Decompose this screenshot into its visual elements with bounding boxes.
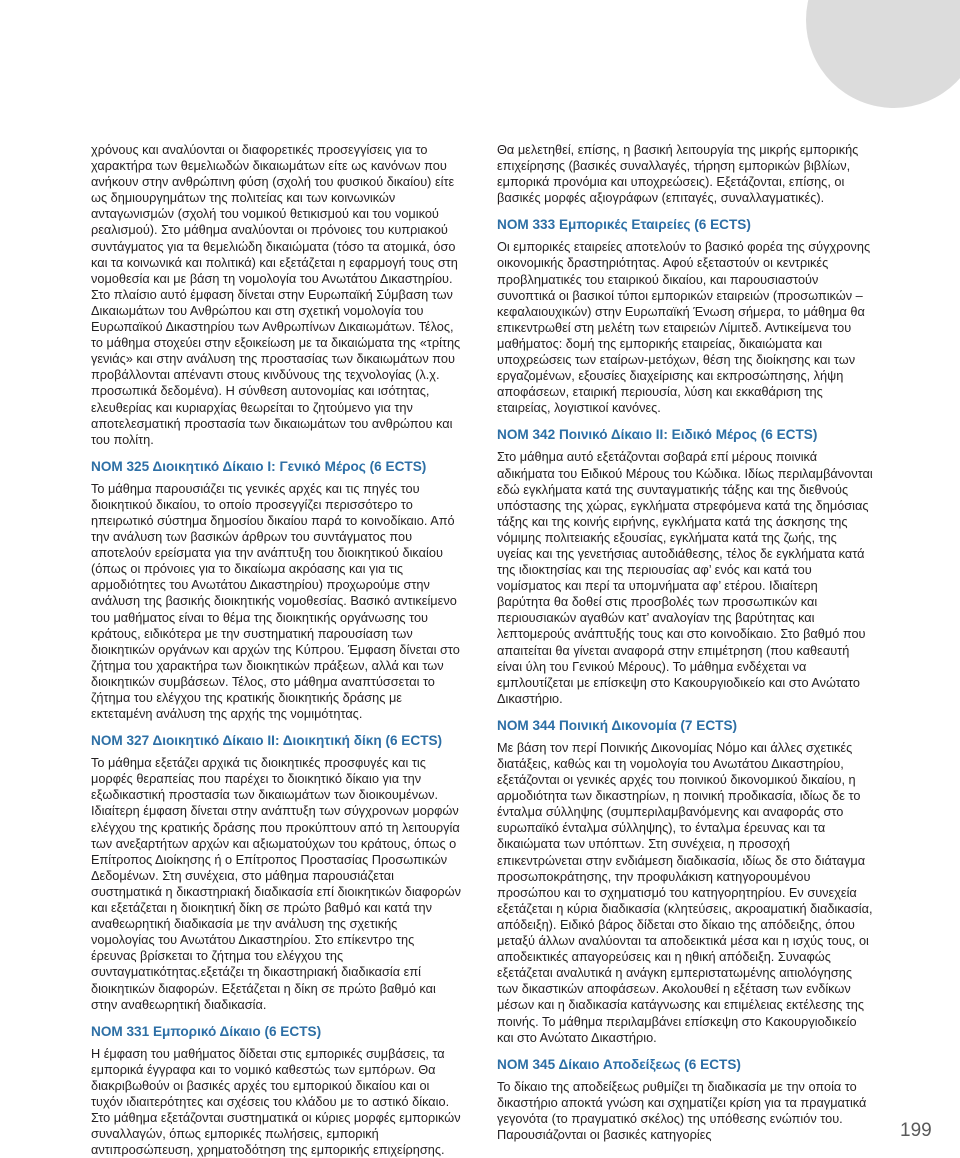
heading-nom-331: ΝΟΜ 331 Εμπορικό Δίκαιο (6 ECTS)	[91, 1023, 322, 1039]
heading-nom-327: ΝΟΜ 327 Διοικητικό Δίκαιο ΙΙ: Διοικητική δίκη (6 ECTS)	[91, 733, 443, 749]
heading-nom-333: ΝΟΜ 333 Εμπορικές Εταιρείες (6 ECTS)	[497, 217, 751, 233]
paragraph-nom-342: Στο μάθημα αυτό εξετάζονται σοβαρά επί μέρους ποινικά αδικήματα του Ειδικού Μέρους του Κώδικα. Ιδίως περιλαμβάνονται εδώ εγκλήματα κατά της συνταγματικής τάξης και της διεθνούς υπόστασης της χώρας, εγκλήματα στρεφόμενα κατά της δημόσιας τάξης και της κοινής ειρήνης, εγκλήματα κατά της άσκησης της νόμιμης πολιτειακής εξουσίας, εγκλήματα κατά της ζωής, της υγείας και της γενετήσιας αυτοδιάθεσης, τέλος δε εγκλήματα κατά της ιδιοκτησίας και της περιουσίας αφ’ ενός και κατά του νομίσματος και περί τα υπομνήματα αφ’ ετέρου. Ιδιαίτερη βαρύτητα θα δοθεί στις προσβολές των προσωπικών και περιουσιακών αγαθών κατ’ αναλογίαν της βαρύτητας και λεπτομερούς ανάπτυξής τους και στο κοινοδίκαιο. Στο βαθμό που απαιτείται θα γίνεται αναφορά στην επιμέτρηση (που καθεαυτή είναι ύλη του Γενικού Μέρους). Το μάθημα ενδέχεται να εμπλουτίζεται με επίσκεψη στο Κακουργιοδικείο και στο Ανώτατο Δικαστήριο.	[497, 449, 873, 706]
right-column	[497, 142, 873, 1143]
decorative-circle	[806, 0, 960, 108]
intro-paragraph: χρόνους και αναλύονται οι διαφορετικές προσεγγίσεις για το χαρακτήρα των θεμελιωδών δικαιωμάτων είτε ως κανόνων που ανήκουν στην ανθρώπινη φύση (σχολή του φυσικού δικαίου) είτε ως δημιουργημάτων της πολιτείας και των κοινωνικών ανταγωνισμών (σχολή του νομικού θετικισμού και του νομικού ρεαλισμού). Στο μάθημα αναλύονται οι πρόνοιες του κυπριακού συντάγματος για τα θεμελιώδη δικαιώματα (τόσο τα ατομικά, όσο και τα κοινωνικά και πολιτικά) και εξετάζεται η εφαρμογή τους στη νομοθεσία και με βάση τη νομολογία του Ανωτάτου Δικαστηρίου. Στο πλαίσιο αυτό έμφαση δίνεται στην Ευρωπαϊκή Σύμβαση των Δικαιωμάτων του Ανθρώπου και στη σχετική νομολογία του Ευρωπαϊκού Δικαστηρίου των Ανθρωπίνων Δικαιωμάτων. Τέλος, το μάθημα στοχεύει στην εξοικείωση με τα δικαιώματα της «τρίτης γενιάς» και στην ανάλυση της προστασίας των δικαιωμάτων που προβάλλονται απέναντι στους κινδύνους της τεχνολογίας (λ.χ. προσωπικά δεδομένα). Η σύνθεση αυτονομίας και ισότητας, ελευθερίας και κυριαρχίας θεωρείται το ζητούμενο για την αποτελεσματική προστασία των δικαιωμάτων του ανθρώπου και του πολίτη.	[91, 142, 461, 447]
heading-nom-342: ΝΟΜ 342 Ποινικό Δίκαιο ΙΙ: Ειδικό Μέρος (6 ECTS)	[497, 427, 818, 443]
heading-nom-345: ΝΟΜ 345 Δίκαιο Αποδείξεως (6 ECTS)	[497, 1056, 741, 1072]
heading-nom-325: ΝΟΜ 325 Διοικητικό Δίκαιο Ι: Γενικό Μέρος (6 ECTS)	[91, 458, 427, 474]
paragraph-nom-333: Οι εμπορικές εταιρείες αποτελούν το βασικό φορέα της σύγχρονης οικονομικής δραστηριότητας. Αφού εξεταστούν οι κεντρικές προβληματικές του εταιρικού δικαίου, και παρουσιαστούν συνοπτικά οι βασικοί τύποι εμπορικών εταιρειών (προσωπικών – κεφαλαιουχικών) στην Ευρωπαϊκή Ένωση σήμερα, το μάθημα θα επικεντρωθεί στη μελέτη των εταιρειών Λίμιτεδ. Αντικείμενα του μαθήματος: δομή της εμπορικής εταιρείας, δικαιώματα και υποχρεώσεις των εταίρων-μετόχων, θέση της διοίκησης και των εργαζομένων, εξουσίες διαχείρισης και εκπροσώπησης, λήψη αποφάσεων, εταιρική περιουσία, λύση και εκκαθάριση της εταιρείας, λογιστικοί κανόνες.	[497, 239, 871, 416]
paragraph-nom-345: Το δίκαιο της αποδείξεως ρυθμίζει τη διαδικασία με την οποία το δικαστήριο αποκτά γνώση και σχηματίζει κρίση για τα πραγματικά γεγονότα (το πραγματικό σκέλος) της υπόθεσης ενώπιόν του. Παρουσιάζονται οι βασικές κατηγορίες	[497, 1078, 867, 1142]
paragraph-nom-331: Η έμφαση του μαθήματος δίδεται στις εμπορικές συμβάσεις, τα εμπορικά έγγραφα και το νομικό καθεστώς των εμπόρων. Θα διακριβωθούν οι βασικές αρχές του εμπορικού δικαίου και οι τυχόν ιδιαιτερότητες και σχέσεις του κλάδου με το αστικό δίκαιο. Στο μάθημα εξετάζονται συστηματικά οι κύριες μορφές εμπορικών συναλλαγών, όπως εμπορικές πωλήσεις, εμπορική αντιπροσώπευση, χρηματοδότηση της εμπορικής επιχείρησης.	[91, 1045, 461, 1158]
paragraph-nom-327: Το μάθημα εξετάζει αρχικά τις διοικητικές προσφυγές και τις μορφές θεραπείας που παρέχει το διοικητικό δίκαιο για την εξωδικαστική προστασία των δικαιωμάτων των διοικουμένων. Ιδιαίτερη έμφαση δίνεται στην ανάπτυξη των σύγχρονων μορφών ελέγχου της κρατικής δράσης που προκύπτουν από τη λειτουργία των ανεξαρτήτων αρχών και αξιωματούχων του κράτους, όπως ο Επίτροπος Διοίκησης ή ο Επίτροπος Προστασίας Προσωπικών Δεδομένων. Στη συνέχεια, στο μάθημα παρουσιάζεται συστηματικά η δικαστηριακή διαδικασία επί διοικητικών διαφορών και εξετάζεται η διοικητική δίκη σε πρώτο βαθμό και κατά την αναθεωρητική διαδικασία με την ανάλυση της σχετικής νομολογίας του Ανωτάτου Δικαστηρίου. Στο επίκεντρο της έρευνας βρίσκεται το ζήτημα του ελέγχου της συνταγματικότητας.εξετάζει τη δικαστηριακή διαδικασία επί διοικητικών διαφορών. Εξετάζεται η δίκη σε πρώτο βαθμό και στην αναθεωρητική διαδικασία.	[91, 755, 461, 1012]
heading-nom-344: ΝΟΜ 344 Ποινική Δικονομία (7 ECTS)	[497, 717, 738, 733]
paragraph-nom-344: Με βάση τον περί Ποινικής Δικονομίας Νόμο και άλλες σχετικές διατάξεις, καθώς και τη νομολογία του Ανωτάτου Δικαστηρίου, εξετάζονται οι γενικές αρχές του ποινικού δικονομικού δικαίου, η αρμοδιότητα των δικαστηρίων, η ποινική προδικασία, ιδίως δε το ένταλμα σύλληψης (συμπεριλαμβανόμενης και αναφοράς στο ευρωπαϊκό ένταλμα σύλληψης), το ένταλμα έρευνας και τα δικαιώματα των υπόπτων. Στη συνέχεια, η προσοχή επικεντρώνεται στην ενδιάμεση διαδικασία, ιδίως δε στο διάταγμα προσωποκράτησης, την προφυλάκιση κατηγορουμένου προσώπου και το σχηματισμό του κατηγορητηρίου. Εν συνεχεία εξετάζεται η κύρια διαδικασία (κλητεύσεις, ακροαματική διαδικασία, απόδειξη). Ειδικό βάρος δίδεται στο δίκαιο της απόδειξης, όπου μεταξύ άλλων αναλύονται τα αποδεικτικά μέσα και η ισχύς τους, οι αποδεικτικές απαγορεύσεις και η ηθική απόδειξη. Συναφώς εξετάζεται αναλυτικά η ανάγκη εμπεριστατωμένης αιτιολόγησης των δικαστικών αποφάσεων. Ακολουθεί η εξέταση των ενδίκων μέσων και η διαδικασία κατάγνωσης και επιμέλειας εκτέλεσης της ποινής. Το μάθημα περιλαμβάνει επίσκεψη στο Κακουργιοδικείο και στο Ανώτατο Δικαστήριο.	[497, 739, 873, 1045]
intro-paragraph-right: Θα μελετηθεί, επίσης, η βασική λειτουργία της μικρής εμπορικής επιχείρησης (βασικές συναλλαγές, τήρηση εμπορικών βιβλίων, εμπορικά προνόμια και υποχρεώσεις). Εξετάζονται, επίσης, οι βασικές μορφές αξιογράφων (επιταγές, συναλλαγματικές).	[497, 142, 859, 206]
left-column	[91, 142, 463, 1158]
paragraph-nom-325: Το μάθημα παρουσιάζει τις γενικές αρχές και τις πηγές του διοικητικού δικαίου, το οποίο προσεγγίζει περισσότερο το ηπειρωτικό σύστημα δημοσίου δικαίου παρά το κοινοδίκαιο. Από την ανάλυση των βασικών άρθρων του συντάγματος που αποτελούν ερείσματα για την ανάπτυξη του διοικητικού δικαίου (όπως οι πρόνοιες για το δικαίωμα ακρόασης και για τις αρμοδιότητες του Ανωτάτου Δικαστηρίου) προχωρούμε στην ανάλυση της βασικής διοικητικής νομοθεσίας. Βασικό αντικείμενο του μαθήματος είναι το θέμα της διοικητικής οργάνωσης του κράτους, ειδικότερα με την συστηματική παρουσίαση των διοικητικών οργάνων και αρχών της Κύπρου. Έμφαση δίνεται στο ζήτημα του χαρακτήρα των διοικητικών πράξεων, αλλά και των διοικητικών συμβάσεων. Τέλος, στο μάθημα αναπτύσσεται το ζήτημα του ελέγχου της κρατικής διοικητικής δράσης με εκτεταμένη ανάλυση της αρχής της νομιμότητας.	[91, 480, 460, 722]
page-number: 199	[900, 1120, 932, 1141]
